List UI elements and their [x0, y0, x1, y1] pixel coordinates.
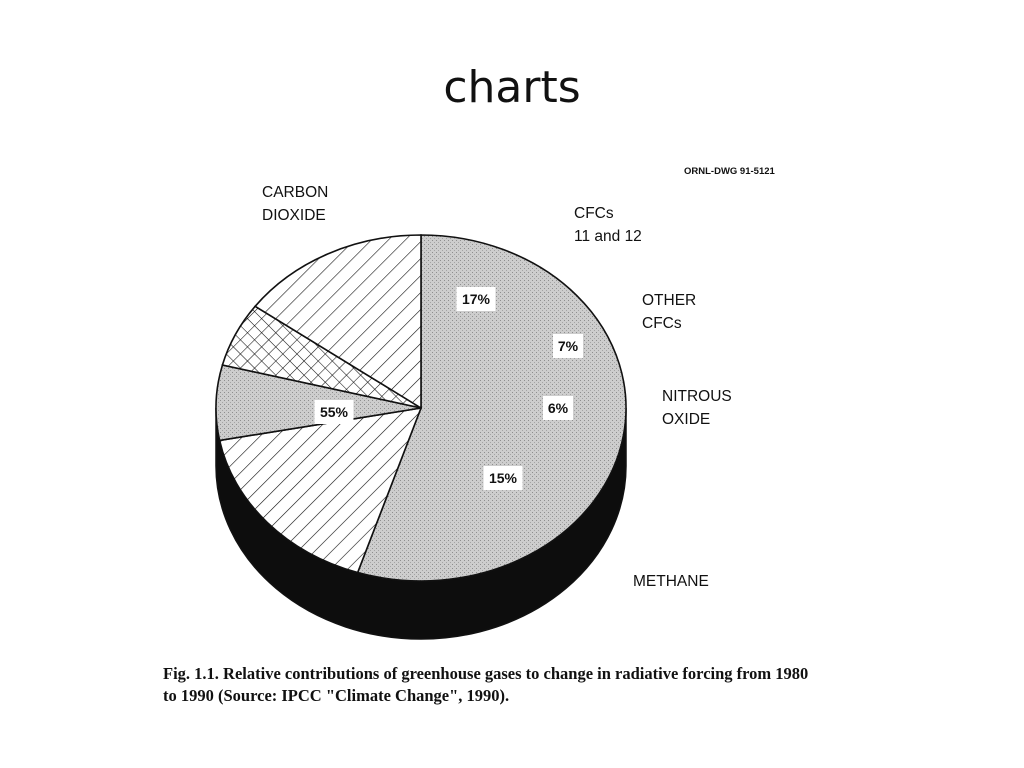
slice-name-label: DIOXIDE: [262, 207, 326, 224]
slice-name-label: OXIDE: [662, 411, 711, 428]
slice-name-label: CFCs: [574, 205, 614, 222]
svg-text:7%: 7%: [557, 338, 579, 354]
slice-name-label: CARBON: [262, 184, 329, 201]
slice-name-label: METHANE: [633, 573, 709, 590]
slice-value-label: [457, 287, 496, 311]
svg-text:17%: 17%: [461, 291, 491, 307]
caption-line-1: Fig. 1.1. Relative contributions of greenhouse gases to change in radiative forcing from 1980: [163, 664, 809, 683]
slice-value-label: [484, 466, 523, 490]
slice-name-label: CFCs: [642, 315, 682, 332]
slice-name-label: NITROUS: [662, 388, 732, 405]
slice-value-label: [543, 396, 573, 420]
drawing-id: ORNL-DWG 91-5121: [684, 166, 775, 177]
slice-name-label: OTHER: [642, 292, 697, 309]
svg-text:55%: 55%: [319, 404, 349, 420]
slide-title: charts: [443, 62, 581, 113]
svg-text:15%: 15%: [488, 470, 518, 486]
slice-value-label: [553, 334, 583, 358]
slice-value-label: [315, 400, 354, 424]
figure-caption: [163, 663, 863, 707]
caption-line-2: to 1990 (Source: IPCC "Climate Change", 1990).: [163, 686, 510, 705]
slice-name-label: 11 and 12: [574, 228, 642, 245]
svg-text:6%: 6%: [547, 400, 569, 416]
